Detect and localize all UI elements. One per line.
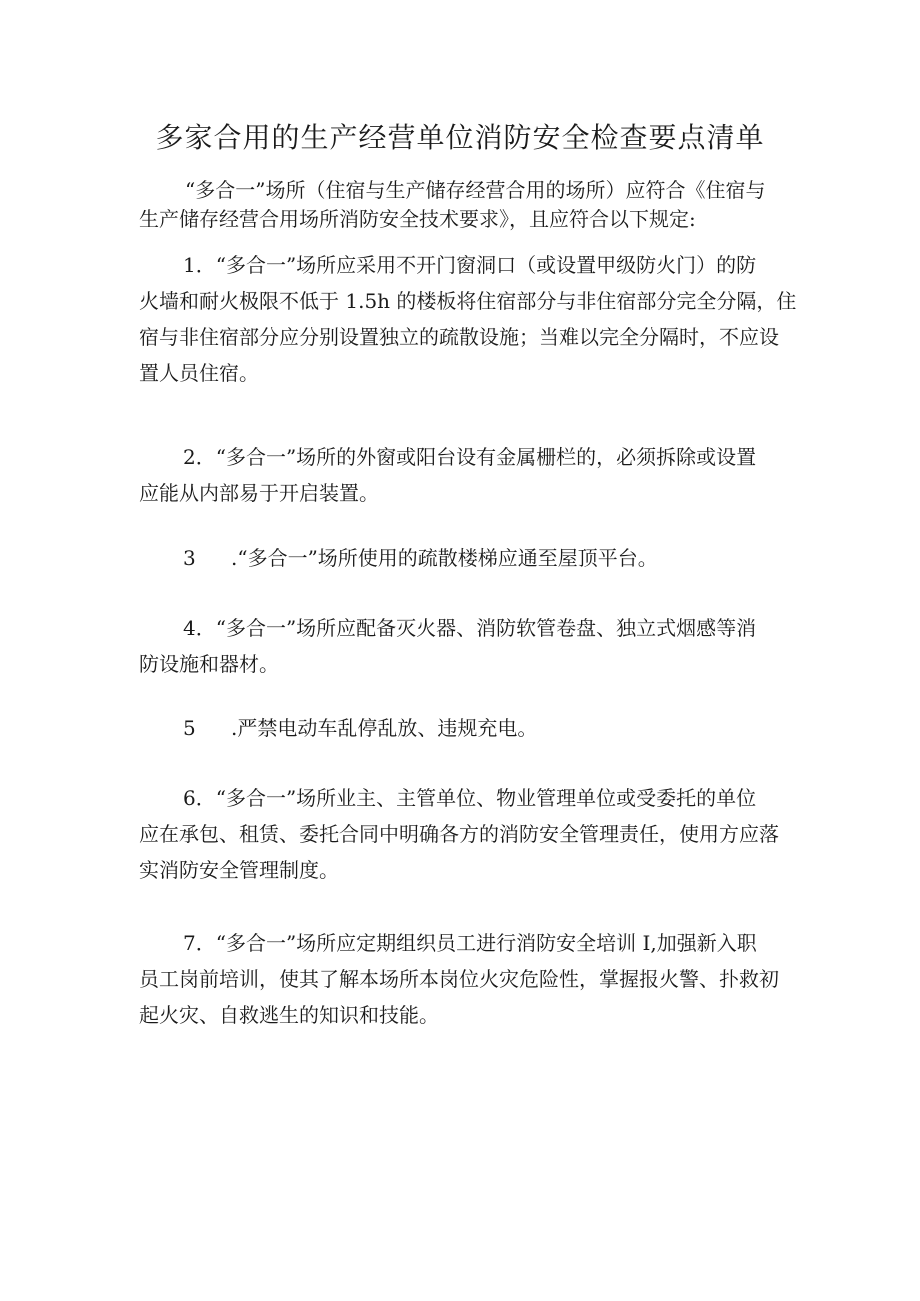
- item-line: 6．“多合一”场所业主、主管单位、物业管理单位或受委托的单位: [183, 786, 757, 810]
- item-line: 1．“多合一”场所应采用不开门窗洞口（或设置甲级防火门）的防: [183, 253, 757, 277]
- item-line: 2．“多合一”场所的外窗或阳台设有金属栅栏的，必须拆除或设置: [183, 445, 757, 469]
- item-line: 置人员住宿。: [139, 361, 259, 385]
- item-line: 4．“多合一”场所应配备灭火器、消防软管卷盘、独立式烟感等消: [183, 616, 757, 640]
- item-line: 宿与非住宿部分应分别设置独立的疏散设施；当难以完全分隔时，不应设: [139, 325, 779, 349]
- checklist-item-5: [139, 710, 789, 746]
- item-line: 起火灾、自救逃生的知识和技能。: [139, 1003, 439, 1027]
- checklist-item-7: [139, 925, 789, 1033]
- item-line: 火墙和耐火极限不低于 1.5h 的楼板将住宿部分与非住宿部分完全分隔，住: [139, 289, 797, 313]
- checklist-item-6: [139, 780, 789, 888]
- checklist-item-1: [139, 247, 797, 391]
- checklist-item-3: [139, 540, 789, 576]
- item-number: 3: [183, 546, 196, 570]
- document-title: 多家合用的生产经营单位消防安全检查要点清单: [155, 121, 765, 154]
- intro-paragraph: [139, 176, 789, 234]
- item-line: 应能从内部易于开启装置。: [139, 481, 379, 505]
- item-line: 防设施和器材。: [139, 652, 279, 676]
- intro-line: “多合一”场所（住宿与生产储存经营合用的场所）应符合《住宿与: [185, 178, 766, 202]
- item-number: 5: [183, 716, 196, 740]
- checklist-item-4: [139, 610, 789, 682]
- item-line: 应在承包、租赁、委托合同中明确各方的消防安全管理责任，使用方应落: [139, 822, 779, 846]
- item-text: .“多合一”场所使用的疏散楼梯应通至屋顶平台。: [231, 546, 658, 570]
- item-line: [139, 710, 789, 746]
- checklist-item-2: [139, 439, 789, 511]
- item-line: 实消防安全管理制度。: [139, 858, 339, 882]
- item-text: .严禁电动车乱停乱放、违规充电。: [231, 716, 538, 740]
- item-line: 7．“多合一”场所应定期组织员工进行消防安全培训 I,加强新入职: [183, 931, 757, 955]
- intro-line: 生产储存经营合用场所消防安全技术要求》，且应符合以下规定:: [139, 207, 696, 231]
- item-line: 员工岗前培训，使其了解本场所本岗位火灾危险性，掌握报火警、扑救初: [139, 967, 779, 991]
- item-line: [139, 540, 789, 576]
